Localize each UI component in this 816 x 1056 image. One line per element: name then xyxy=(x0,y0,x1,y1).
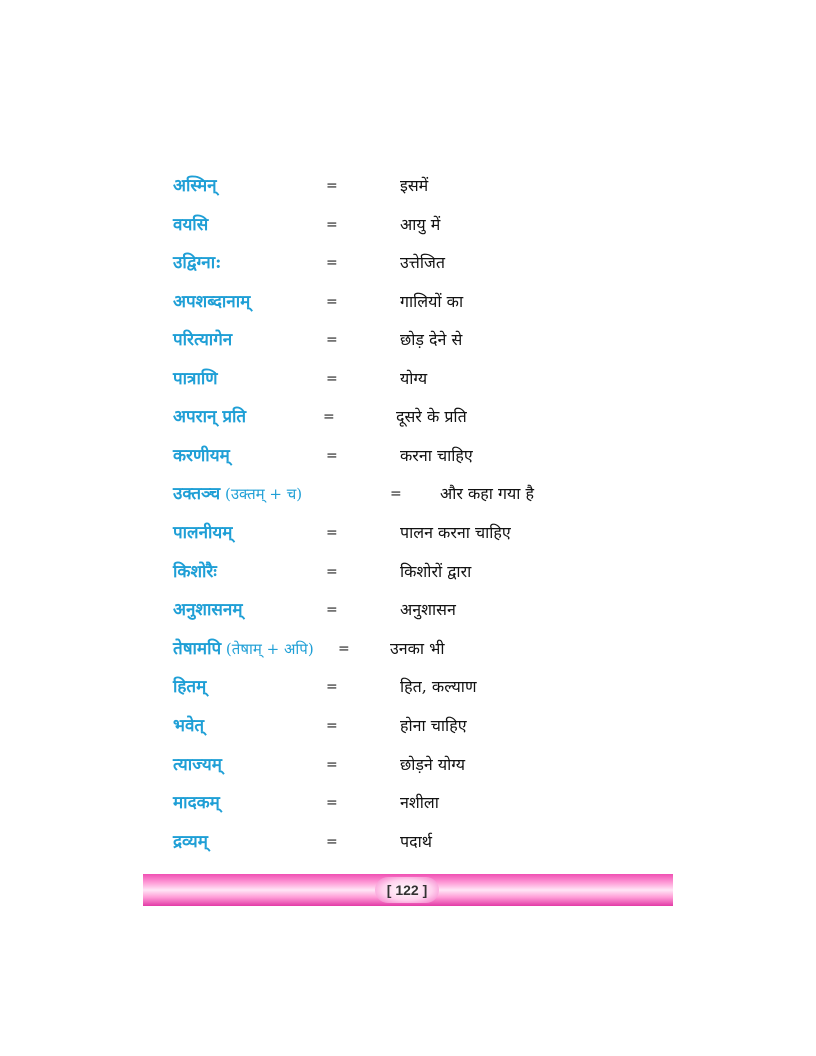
page-number: [ 122 ] xyxy=(386,882,428,898)
sanskrit-term: मादकम् xyxy=(173,793,220,813)
glossary-row xyxy=(0,634,816,664)
equals-sign: = xyxy=(326,564,338,580)
equals-sign: = xyxy=(326,217,338,233)
hindi-meaning: पालन करना चाहिए xyxy=(400,523,511,542)
glossary-row xyxy=(0,672,816,702)
equals-sign: = xyxy=(326,834,338,850)
hindi-meaning: उनका भी xyxy=(390,639,445,658)
glossary-row xyxy=(0,750,816,780)
sanskrit-term: द्रव्यम् xyxy=(173,832,208,852)
equals-sign: = xyxy=(326,332,338,348)
glossary-row xyxy=(0,518,816,548)
sanskrit-term: किशोरैः xyxy=(173,562,217,582)
glossary-row xyxy=(0,441,816,471)
hindi-meaning: और कहा गया है xyxy=(440,484,535,503)
sanskrit-term: अनुशासनम् xyxy=(173,600,243,620)
hindi-meaning: योग्य xyxy=(400,369,428,388)
equals-sign: = xyxy=(326,757,338,773)
hindi-meaning: नशीला xyxy=(400,793,439,812)
glossary-row xyxy=(0,210,816,240)
glossary-row xyxy=(0,171,816,201)
equals-sign: = xyxy=(326,448,338,464)
sanskrit-term: अपशब्दानाम् xyxy=(173,292,251,312)
hindi-meaning: करना चाहिए xyxy=(400,446,473,465)
sanskrit-term: करणीयम् xyxy=(173,446,230,466)
hindi-meaning: आयु में xyxy=(400,215,441,234)
equals-sign: = xyxy=(326,679,338,695)
glossary-row xyxy=(0,402,816,432)
equals-sign: = xyxy=(326,602,338,618)
sanskrit-term: हितम् xyxy=(173,677,207,697)
sanskrit-term: पालनीयम् xyxy=(173,523,233,543)
equals-sign: = xyxy=(323,409,335,425)
glossary-row xyxy=(0,827,816,857)
term-breakdown: (तेषाम् + अपि) xyxy=(221,640,314,658)
term-breakdown: (उक्तम् + च) xyxy=(220,485,303,503)
hindi-meaning: गालियों का xyxy=(400,292,464,311)
sanskrit-term: अस्मिन् xyxy=(173,176,217,196)
sanskrit-term xyxy=(173,634,314,664)
equals-sign: = xyxy=(326,371,338,387)
hindi-meaning: हित, कल्याण xyxy=(400,677,477,696)
equals-sign: = xyxy=(326,718,338,734)
equals-sign: = xyxy=(326,795,338,811)
equals-sign: = xyxy=(326,525,338,541)
equals-sign: = xyxy=(326,294,338,310)
hindi-meaning: छोड़ने योग्य xyxy=(400,755,466,774)
hindi-meaning: इसमें xyxy=(400,176,429,195)
glossary-row xyxy=(0,248,816,278)
hindi-meaning: किशोरों द्वारा xyxy=(400,562,472,581)
glossary-row xyxy=(0,711,816,741)
term-text: उक्तञ्च xyxy=(173,484,221,504)
glossary-row xyxy=(0,364,816,394)
glossary-row xyxy=(0,287,816,317)
sanskrit-term: त्याज्यम् xyxy=(173,755,222,775)
glossary-row xyxy=(0,595,816,625)
glossary-row xyxy=(0,325,816,355)
term-text: तेषामपि xyxy=(173,639,222,659)
page-number-badge xyxy=(375,877,439,903)
hindi-meaning: अनुशासन xyxy=(400,600,456,619)
equals-sign: = xyxy=(326,178,338,194)
sanskrit-term: उद्विग्ना: xyxy=(173,253,222,273)
hindi-meaning: होना चाहिए xyxy=(400,716,467,735)
equals-sign: = xyxy=(338,641,350,657)
glossary-row xyxy=(0,479,816,509)
sanskrit-term: पात्राणि xyxy=(173,369,218,389)
sanskrit-term: भवेत् xyxy=(173,716,205,736)
sanskrit-term: परित्यागेन xyxy=(173,330,233,350)
hindi-meaning: दूसरे के प्रति xyxy=(396,407,467,426)
sanskrit-term xyxy=(173,479,302,509)
glossary-row xyxy=(0,788,816,818)
page-footer-band xyxy=(143,874,673,906)
equals-sign: = xyxy=(326,255,338,271)
glossary-row xyxy=(0,557,816,587)
equals-sign: = xyxy=(390,486,402,502)
hindi-meaning: पदार्थ xyxy=(400,832,432,851)
hindi-meaning: उत्तेजित xyxy=(400,253,445,272)
hindi-meaning: छोड़ देने से xyxy=(400,330,463,349)
sanskrit-term: अपरान् प्रति xyxy=(173,407,247,427)
sanskrit-term: वयसि xyxy=(173,215,209,235)
